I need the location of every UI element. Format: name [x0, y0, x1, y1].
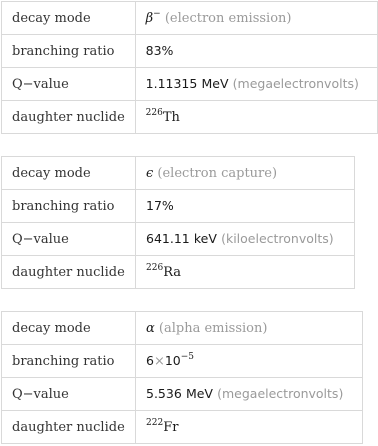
daughter-element-symbol: Th	[162, 109, 180, 125]
decay-mode-value	[135, 2, 377, 35]
row-decay-mode	[2, 2, 378, 35]
row-decay-mode	[2, 312, 363, 345]
q-value-unit-note: (megaelectronvolts)	[232, 76, 359, 91]
daughter-nuclide-label: daughter nuclide	[2, 256, 136, 289]
row-q-value	[2, 378, 363, 411]
decay-mode-symbol: ϵ	[146, 165, 154, 181]
row-branching-ratio	[2, 190, 355, 223]
decay-mode-label: decay mode	[2, 157, 136, 190]
q-value-number: 5.536	[146, 386, 182, 401]
daughter-element-symbol: Ra	[163, 264, 182, 280]
decay-mode-value	[136, 312, 363, 345]
q-value-unit: MeV	[185, 386, 213, 401]
q-value-cell	[135, 68, 377, 101]
daughter-mass-number: 222	[146, 417, 164, 428]
branching-base: 10	[164, 353, 181, 368]
branching-ratio-label: branching ratio	[2, 345, 136, 378]
decay-mode-label: decay mode	[2, 312, 136, 345]
q-value-cell	[136, 378, 363, 411]
decay-mode-symbol: α	[146, 320, 155, 336]
row-q-value	[2, 223, 355, 256]
row-daughter-nuclide	[2, 256, 355, 289]
row-decay-mode	[2, 157, 355, 190]
decay-mode-note: (electron emission)	[164, 10, 292, 26]
daughter-nuclide-label: daughter nuclide	[2, 101, 136, 134]
branching-ratio-number: 17%	[146, 198, 174, 213]
decay-table-beta-minus	[1, 1, 378, 134]
q-value-unit-note: (megaelectronvolts)	[217, 386, 344, 401]
q-value-cell	[136, 223, 355, 256]
decay-table-electron-capture	[1, 156, 355, 289]
row-q-value	[2, 68, 378, 101]
branching-ratio-value	[136, 190, 355, 223]
q-value-unit-note: (kiloelectronvolts)	[221, 231, 334, 246]
row-daughter-nuclide	[2, 101, 378, 134]
decay-mode-superscript: −	[153, 8, 161, 19]
branching-ratio-number: 83%	[145, 43, 174, 58]
branching-ratio-value	[136, 345, 363, 378]
branching-ratio-label: branching ratio	[2, 35, 136, 68]
row-daughter-nuclide	[2, 411, 363, 444]
daughter-mass-number: 226	[146, 262, 164, 273]
branching-ratio-value	[135, 35, 377, 68]
daughter-nuclide-value	[135, 101, 377, 134]
daughter-element-symbol: Fr	[163, 419, 179, 435]
q-value-number: 641.11	[146, 231, 190, 246]
q-value-number: 1.11315	[145, 76, 198, 91]
daughter-nuclide-label: daughter nuclide	[2, 411, 136, 444]
branching-ratio-label: branching ratio	[2, 190, 136, 223]
times-sign: ×	[153, 354, 165, 369]
row-branching-ratio	[2, 35, 378, 68]
daughter-nuclide-value	[136, 411, 363, 444]
q-value-label: Q−value	[2, 378, 136, 411]
decay-mode-symbol: β	[145, 10, 154, 26]
decay-mode-note: (alpha emission)	[158, 320, 268, 336]
q-value-unit: keV	[193, 231, 217, 246]
daughter-mass-number: 226	[145, 107, 163, 118]
branching-mantissa: 6	[146, 353, 154, 368]
q-value-label: Q−value	[2, 223, 136, 256]
decay-table-alpha	[1, 311, 363, 444]
decay-mode-value	[136, 157, 355, 190]
decay-mode-note: (electron capture)	[157, 165, 278, 181]
daughter-nuclide-value	[136, 256, 355, 289]
row-branching-ratio	[2, 345, 363, 378]
branching-exponent: −5	[180, 352, 195, 362]
q-value-label: Q−value	[2, 68, 136, 101]
decay-mode-label: decay mode	[2, 2, 136, 35]
q-value-unit: MeV	[201, 76, 229, 91]
